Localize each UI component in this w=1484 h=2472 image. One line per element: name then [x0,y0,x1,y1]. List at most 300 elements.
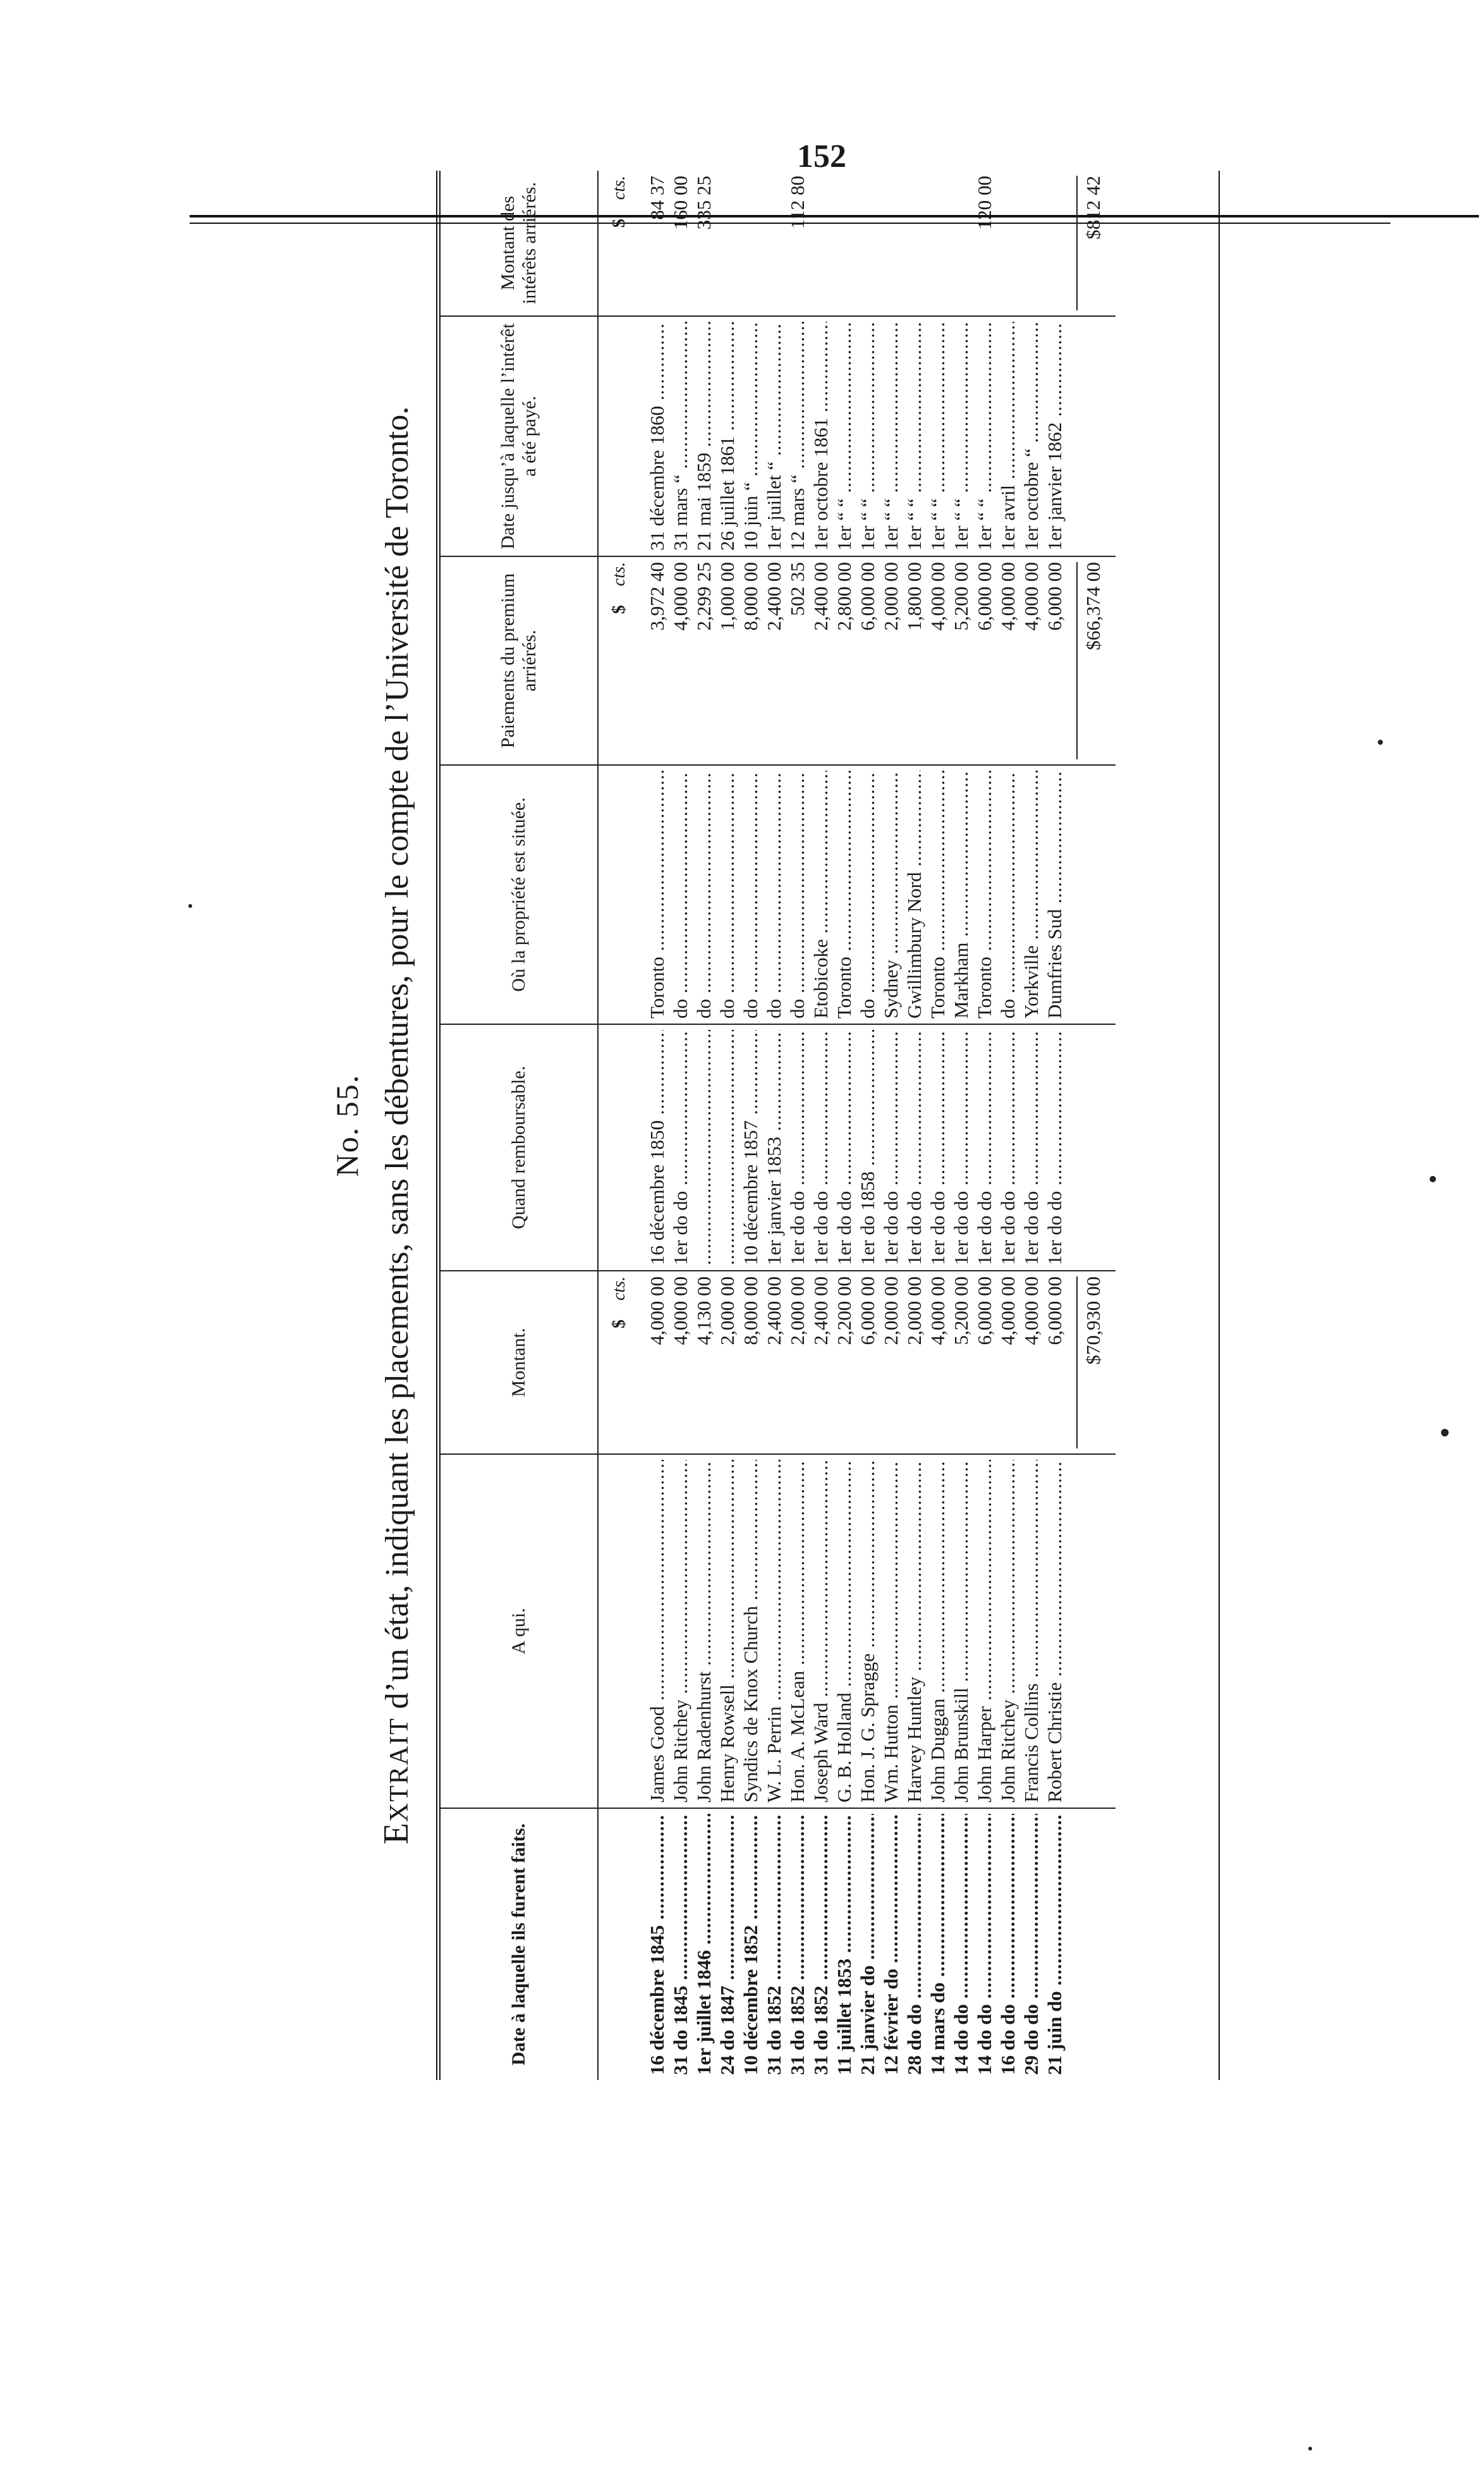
cell-amount-text: 8,000 00 [739,1276,762,1345]
cell-amount-text: 2,400 00 [810,1276,832,1345]
cell-date-text: 31 do 1845 ..... [669,1814,692,2075]
cell-interest-arrears [739,171,762,316]
total-premium-arrears [1066,556,1116,765]
cell-amount [739,1271,762,1454]
cell-interest-paid-to-text: 26 juillet 1861 ..... [715,322,739,551]
cell-date-text: 10 décembre 1852 ..... [739,1814,762,2075]
cell-amount [692,1271,715,1454]
cell-to-whom-text: Joseph Ward ..... [809,1460,832,1802]
units-cell-empty [598,1808,645,2080]
table-row [903,171,926,2080]
cell-amount-text: 4,130 00 [693,1276,715,1345]
cell-interest-arrears [1019,171,1043,316]
cell-to-whom [692,1454,715,1808]
cell-repayable [832,1024,856,1271]
cell-interest-paid-to [879,316,903,556]
cell-premium-arrears-text: 2,400 00 [763,562,785,631]
cell-amount [809,1271,832,1454]
ink-speck [188,904,192,908]
units-cell-empty [598,765,645,1024]
cell-to-whom [949,1454,973,1808]
cell-to-whom-text: John Ritchey ..... [669,1460,692,1802]
totals-row [1066,171,1116,2080]
cell-interest-arrears [926,171,949,316]
cell-date [1043,1808,1066,2080]
cell-repayable [809,1024,832,1271]
cell-location [996,765,1019,1024]
cell-to-whom-text: Francis Collins ..... [1019,1460,1043,1802]
cell-repayable-text: 1er do do ..... [669,1030,692,1265]
cell-interest-arrears-text: 160 00 [669,176,691,230]
cell-location-text: Toronto ..... [645,771,669,1019]
cell-premium-arrears [949,556,973,765]
cents-unit: cts. [609,176,629,200]
cell-interest-arrears [856,171,879,316]
cell-interest-paid-to [996,316,1019,556]
cents-unit: cts. [609,562,629,587]
cell-repayable [645,1024,669,1271]
cell-location [973,765,996,1024]
cell-interest-paid-to-text: 1er juillet “ ..... [762,322,786,551]
cell-premium-arrears [669,556,692,765]
cell-location [832,765,856,1024]
cell-repayable [762,1024,786,1271]
units-cell-empty [598,316,645,556]
table-row [809,171,832,2080]
cell-location [949,765,973,1024]
cell-interest-paid-to [832,316,856,556]
cell-interest-paid-to-text: 1er “ “ ..... [903,322,926,551]
cell-premium-arrears [973,556,996,765]
cell-interest-arrears-text: 120 00 [973,176,995,230]
cell-premium-arrears [645,556,669,765]
cell-interest-paid-to [645,316,669,556]
title-rest: d’un état, indiquant les placements, sans les débentures, pour le compte de l’Université de Toronto. [379,406,415,1718]
cell-to-whom [715,1454,739,1808]
cell-repayable-text: 1er do 1858 ..... [856,1030,879,1265]
cell-amount [786,1271,809,1454]
cell-premium-arrears-text: 4,000 00 [669,562,691,631]
cell-premium-arrears [786,556,809,765]
cell-interest-paid-to [669,316,692,556]
cell-date-text: 28 do do ..... [903,1814,926,2075]
cell-interest-arrears [996,171,1019,316]
cell-repayable [692,1024,715,1271]
cell-location [1019,765,1043,1024]
totals-cell-empty [1066,1024,1116,1271]
cell-repayable-text [715,1030,739,1265]
ink-speck [1308,2447,1312,2451]
cell-repayable [1043,1024,1066,1271]
cell-premium-arrears [856,556,879,765]
cell-repayable-text: 1er do do ..... [1019,1030,1043,1265]
units-row [598,171,645,2080]
cell-premium-arrears-text: 6,000 00 [856,562,879,631]
cell-to-whom [1019,1454,1043,1808]
cell-to-whom [973,1454,996,1808]
cell-location [669,765,692,1024]
column-header-amount: Montant. [441,1271,598,1454]
cell-date [996,1808,1019,2080]
totals-cell-empty [1066,1454,1116,1808]
cell-interest-paid-to [739,316,762,556]
units-cell-interest [598,171,645,316]
cell-repayable [879,1024,903,1271]
document-title [376,171,417,2080]
cell-date-text: 21 janvier do ..... [856,1814,879,2075]
cell-premium-arrears-text: 1,000 00 [716,562,738,631]
cell-to-whom-text: Syndics de Knox Church ..... [739,1460,762,1802]
cell-repayable-text [692,1030,715,1265]
cell-repayable-text: 1er do do ..... [903,1030,926,1265]
cell-interest-paid-to [715,316,739,556]
cell-repayable [926,1024,949,1271]
cell-interest-paid-to-text: 10 juin “ ..... [739,322,762,551]
cell-interest-paid-to [903,316,926,556]
cell-premium-arrears-text: 2,299 25 [693,562,715,631]
cell-amount-text: 4,000 00 [927,1276,949,1345]
cell-repayable-text: 1er do do ..... [879,1030,903,1265]
cell-amount-text: 2,400 00 [763,1276,785,1345]
cell-to-whom-text: Robert Christie ..... [1043,1460,1066,1802]
cell-location-text: do ..... [786,771,809,1019]
cell-premium-arrears-text: 2,000 00 [880,562,902,631]
cell-premium-arrears [903,556,926,765]
cell-date-text: 24 do 1847 ..... [715,1814,739,2075]
cell-repayable-text: 1er do do ..... [973,1030,996,1265]
table-row [786,171,809,2080]
cell-premium-arrears-text: 8,000 00 [739,562,762,631]
cell-to-whom [809,1454,832,1808]
cell-to-whom-text: John Radenhurst ..... [692,1460,715,1802]
cell-to-whom [832,1454,856,1808]
units-cell-empty [598,1024,645,1271]
cell-amount [669,1271,692,1454]
cell-to-whom [762,1454,786,1808]
cell-amount-text: 4,000 00 [1020,1276,1042,1345]
cell-location [809,765,832,1024]
cell-interest-paid-to-text: 12 mars “ ..... [786,322,809,551]
cell-interest-paid-to-text: 1er “ “ ..... [879,322,903,551]
cell-location [903,765,926,1024]
cell-location [762,765,786,1024]
cell-repayable [1019,1024,1043,1271]
cell-location [692,765,715,1024]
cell-date [879,1808,903,2080]
cell-amount-text: 6,000 00 [856,1276,879,1345]
cell-interest-paid-to [692,316,715,556]
cell-to-whom-text: Harvey Huntley ..... [903,1460,926,1802]
cell-date [786,1808,809,2080]
cell-interest-paid-to-text: 1er “ “ ..... [926,322,949,551]
cell-repayable [996,1024,1019,1271]
cell-repayable-text: 1er do do ..... [809,1030,832,1265]
cell-amount [832,1271,856,1454]
cell-date-text: 14 do do ..... [949,1814,973,2075]
cell-to-whom [669,1454,692,1808]
cell-to-whom [645,1454,669,1808]
cell-date [809,1808,832,2080]
cell-amount [949,1271,973,1454]
document-number: No. 55. [329,1074,365,1177]
cell-location [879,765,903,1024]
column-header-interest-paid-to: Date jusqu’à laquelle l’intérêt a été payé. [441,316,598,556]
cell-interest-arrears [1043,171,1066,316]
cell-location-text: Etobicoke ..... [809,771,832,1019]
cell-amount-text: 4,000 00 [669,1276,691,1345]
cell-premium-arrears [926,556,949,765]
cell-amount [645,1271,669,1454]
table-row [996,171,1019,2080]
cell-date [949,1808,973,2080]
cell-repayable [669,1024,692,1271]
cell-repayable-text: 1er do do ..... [949,1030,973,1265]
cell-location-text: Toronto ..... [926,771,949,1019]
cell-location-text: do ..... [692,771,715,1019]
cell-repayable-text: 1er do do ..... [786,1030,809,1265]
cell-date-text: 16 do do ..... [996,1814,1019,2075]
cell-interest-paid-to [973,316,996,556]
cell-date [856,1808,879,2080]
cell-repayable [739,1024,762,1271]
total-interest-arrears-value: $812 42 [1076,176,1105,310]
cell-amount-text: 2,000 00 [880,1276,902,1345]
cell-location [926,765,949,1024]
table-row [1019,171,1043,2080]
cell-repayable-text: 10 décembre 1857 ..... [739,1030,762,1265]
cell-interest-paid-to [856,316,879,556]
page-number: 152 [797,138,846,174]
total-amount [1066,1271,1116,1454]
column-header-location: Où la propriété est située. [441,765,598,1024]
table-row [762,171,786,2080]
cell-premium-arrears-text: 4,000 00 [1020,562,1042,631]
cell-interest-arrears [809,171,832,316]
column-header-premium-arrears: Paiements du premium arriérés. [441,556,598,765]
cell-location-text: do ..... [856,771,879,1019]
cell-interest-arrears [645,171,669,316]
column-header-date: Date à laquelle ils furent faits. [441,1808,598,2080]
ledger-table-frame [436,171,1220,2080]
rotated-page-body [329,171,1327,2080]
cell-premium-arrears [809,556,832,765]
total-amount-value: $70,930 00 [1076,1276,1105,1448]
cell-repayable [903,1024,926,1271]
cell-to-whom-text: John Brunskill ..... [949,1460,973,1802]
cell-interest-paid-to-text: 31 mars “ ..... [669,322,692,551]
cell-date [739,1808,762,2080]
dollar-unit: $ [609,219,629,228]
table-row [973,171,996,2080]
cell-repayable [856,1024,879,1271]
cell-interest-arrears [949,171,973,316]
cell-interest-paid-to-text: 31 décembre 1860 ..... [645,322,669,551]
cell-premium-arrears-text: 5,200 00 [950,562,972,631]
cell-location [786,765,809,1024]
cell-premium-arrears [879,556,903,765]
cell-amount [973,1271,996,1454]
cell-date [715,1808,739,2080]
cell-date-text: 29 do do ..... [1019,1814,1043,2075]
cell-date-text: 31 do 1852 ..... [786,1814,809,2075]
cell-date [692,1808,715,2080]
cell-premium-arrears [832,556,856,765]
cell-interest-arrears-text: 112 80 [786,176,808,229]
cell-repayable [949,1024,973,1271]
cell-to-whom-text: W. L. Perrin ..... [762,1460,786,1802]
cell-to-whom-text: Hon. A. McLean ..... [786,1460,809,1802]
column-header-interest-arrears: Montant des intérêts arriérés. [441,171,598,316]
cell-to-whom-text: Hon. J. G. Spragge ..... [856,1460,879,1802]
cell-date-text: 31 do 1852 ..... [762,1814,786,2075]
cell-date [926,1808,949,2080]
table-row [926,171,949,2080]
header-row [441,171,598,2080]
cell-amount [926,1271,949,1454]
cell-amount [879,1271,903,1454]
ink-speck [1378,740,1383,745]
cell-date [669,1808,692,2080]
cell-interest-paid-to-text: 1er “ “ ..... [949,322,973,551]
cell-amount-text: 4,000 00 [997,1276,1019,1345]
cell-amount-text: 6,000 00 [1043,1276,1066,1345]
cell-interest-paid-to-text: 1er avril ..... [996,322,1019,551]
cell-date [762,1808,786,2080]
table-row [832,171,856,2080]
cell-interest-paid-to [786,316,809,556]
totals-cell-empty [1066,316,1116,556]
cell-location [1043,765,1066,1024]
cell-premium-arrears [692,556,715,765]
cell-to-whom-text: Wm. Hutton ..... [879,1460,903,1802]
cell-to-whom [996,1454,1019,1808]
cell-to-whom [879,1454,903,1808]
cell-location-text: Sydney ..... [879,771,903,1019]
cell-interest-arrears [669,171,692,316]
cell-date [832,1808,856,2080]
cell-amount-text: 2,000 00 [786,1276,808,1345]
cell-location [715,765,739,1024]
cell-location [856,765,879,1024]
table-row [1043,171,1066,2080]
total-premium-arrears-value: $66,374 00 [1076,562,1105,759]
cell-interest-arrears [692,171,715,316]
cell-amount-text: 2,000 00 [903,1276,925,1345]
cell-premium-arrears [739,556,762,765]
cell-to-whom-text: James Good ..... [645,1460,669,1802]
totals-cell-empty [1066,765,1116,1024]
cell-date-text: 1er juillet 1846 ..... [692,1814,715,2075]
cell-location-text: Dumfries Sud ..... [1043,771,1066,1019]
cell-premium-arrears-text: 502 35 [786,562,808,616]
dollar-unit: $ [609,1319,629,1329]
cell-amount [762,1271,786,1454]
table-row [715,171,739,2080]
cell-premium-arrears-text: 4,000 00 [927,562,949,631]
cell-premium-arrears [715,556,739,765]
cell-interest-paid-to [1043,316,1066,556]
cell-premium-arrears-text: 3,972 40 [646,562,668,631]
cell-to-whom [739,1454,762,1808]
cell-location [739,765,762,1024]
cell-interest-paid-to-text: 1er octobre “ ..... [1019,322,1043,551]
cell-repayable-text: 1er do do ..... [1043,1030,1066,1265]
ink-speck [1430,1176,1436,1182]
cell-date-text: 11 juillet 1853 ..... [832,1814,856,2075]
cell-to-whom [903,1454,926,1808]
cell-premium-arrears-text: 2,400 00 [810,562,832,631]
cell-to-whom [786,1454,809,1808]
cell-premium-arrears [762,556,786,765]
column-header-repayable: Quand remboursable. [441,1024,598,1271]
cell-premium-arrears-text: 2,800 00 [833,562,855,631]
title-first-word: XTRAIT [385,1717,414,1823]
cell-interest-paid-to-text: 1er janvier 1862 ..... [1043,322,1066,551]
cell-amount [715,1271,739,1454]
dollar-unit: $ [609,605,629,615]
table-row [856,171,879,2080]
column-header-to-whom: A qui. [441,1454,598,1808]
table-row [949,171,973,2080]
investments-table [441,171,1116,2080]
cell-amount [903,1271,926,1454]
cell-date [903,1808,926,2080]
cell-date-text: 14 do do ..... [973,1814,996,2075]
cell-date-text: 12 février do ..... [879,1814,903,2075]
cell-to-whom-text: John Ritchey ..... [996,1460,1019,1802]
cell-amount [1043,1271,1066,1454]
cell-date [645,1808,669,2080]
cell-amount-text: 2,000 00 [716,1276,738,1345]
totals-cell-empty [1066,1808,1116,2080]
cell-location-text: Gwillimbury Nord ..... [903,771,926,1019]
cell-amount-text: 4,000 00 [646,1276,668,1345]
cell-amount [996,1271,1019,1454]
cell-repayable-text: 1er do do ..... [926,1030,949,1265]
cell-premium-arrears-text: 6,000 00 [973,562,995,631]
cell-interest-arrears [973,171,996,316]
cell-interest-arrears [832,171,856,316]
cell-location-text: do ..... [739,771,762,1019]
cell-date [1019,1808,1043,2080]
cell-amount-text: 6,000 00 [973,1276,995,1345]
cell-premium-arrears [996,556,1019,765]
cell-date-text: 16 décembre 1845 ..... [645,1814,669,2075]
cell-date [973,1808,996,2080]
table-row [669,171,692,2080]
cell-premium-arrears [1043,556,1066,765]
cell-interest-paid-to-text: 21 mai 1859 ..... [692,322,715,551]
cell-interest-paid-to-text: 1er “ “ ..... [973,322,996,551]
cell-location-text: do ..... [996,771,1019,1019]
cents-unit: cts. [609,1276,629,1301]
cell-interest-arrears [715,171,739,316]
cell-to-whom [856,1454,879,1808]
cell-repayable-text: 1er janvier 1853 ..... [762,1030,786,1265]
table-row [879,171,903,2080]
cell-location-text: Toronto ..... [973,771,996,1019]
cell-repayable [973,1024,996,1271]
cell-amount-text: 2,200 00 [833,1276,855,1345]
cell-date-text: 14 mars do ..... [926,1814,949,2075]
cell-location-text: Yorkville ..... [1019,771,1043,1019]
cell-interest-arrears-text: 84 37 [646,176,668,220]
cell-interest-paid-to [926,316,949,556]
cell-premium-arrears-text: 6,000 00 [1043,562,1066,631]
cell-interest-arrears [786,171,809,316]
cell-interest-paid-to-text: 1er “ “ ..... [832,322,856,551]
cell-interest-arrears [879,171,903,316]
